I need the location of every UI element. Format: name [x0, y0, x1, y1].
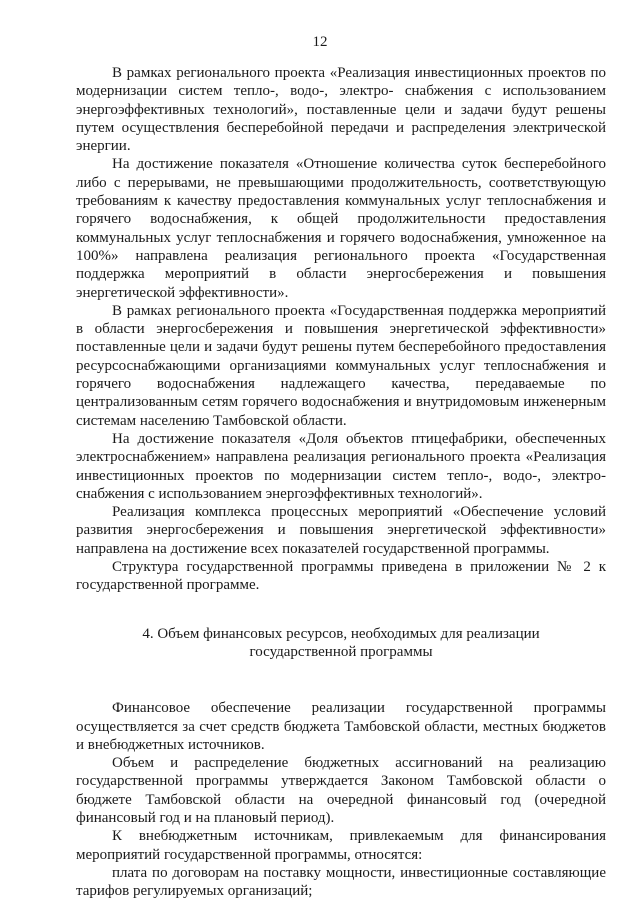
- paragraph: плата по договорам на поставку мощности, инвестиционные составляющие тарифов регулируемых организаций;: [76, 864, 606, 900]
- section-heading: [76, 625, 606, 662]
- paragraph: Финансовое обеспечение реализации государственной программы осуществляется за счет средств бюджета Тамбовской области, местных бюджетов и внебюджетных источников.: [76, 700, 606, 753]
- paragraph: Структура государственной программы приведена в приложении № 2 к государственной программе.: [76, 559, 606, 594]
- paragraph: На достижение показателя «Доля объектов птицефабрики, обеспеченных электроснабжением» направлена реализация регионального проекта «Реализация инвестиционных проектов по модернизации систем тепло-, водо-, электро- снабжения с использованием энергоэффективных технологий».: [76, 430, 606, 502]
- paragraph: Объем и распределение бюджетных ассигнований на реализацию государственной программы утверждается Законом Тамбовской области о бюджете Тамбовской области на очередной финансовый год (очередной финансовый год и на плановый период).: [76, 755, 606, 826]
- paragraph: К внебюджетным источникам, привлекаемым для финансирования мероприятий государственной программы, относятся:: [76, 828, 606, 863]
- page-number: 12: [312, 34, 328, 50]
- section-heading-line: государственной программы: [249, 643, 433, 660]
- paragraph: Реализация комплекса процессных мероприятий «Обеспечение условий развития энергосбережения и повышения энергетической эффективности» направлена на достижение всех показателей государственной программы.: [76, 504, 606, 557]
- paragraph: В рамках регионального проекта «Реализация инвестиционных проектов по модернизации систем тепло-, водо-, электро- снабжения с использованием энергоэффективных технологий», поставленные цели и задачи будут решены путем осуществления бесперебойной передачи и распределения электрической энергии.: [76, 65, 606, 155]
- paragraph: В рамках регионального проекта «Государственная поддержка мероприятий в области энергосбережения и повышения энергетической эффективности» поставленные цели и задачи будут решены путем бесперебойного предоставления ресурсоснабжающими организациями коммунальных услуг теплоснабжения и горячего водоснабжения надлежащего качества, передаваемые по централизованным сетям горячего водоснабжения и внутридомовым инженерным системам населению Тамбовской области.: [76, 302, 606, 429]
- document-body: [76, 64, 606, 900]
- section-heading-line: 4. Объем финансовых ресурсов, необходимых для реализации: [142, 625, 540, 642]
- paragraph: На достижение показателя «Отношение количества суток бесперебойного либо с перерывами, не превышающими продолжительность, соответствующую требованиям к качеству предоставления коммунальных услуг теплоснабжения и горячего водоснабжения, к общей продолжительности предоставления коммунальных услуг теплоснабжения и горячего водоснабжения, умноженное на 100%» направлена реализация регионального проекта «Государственная поддержка мероприятий в области энергосбережения и повышения энергетической эффективности».: [76, 156, 606, 301]
